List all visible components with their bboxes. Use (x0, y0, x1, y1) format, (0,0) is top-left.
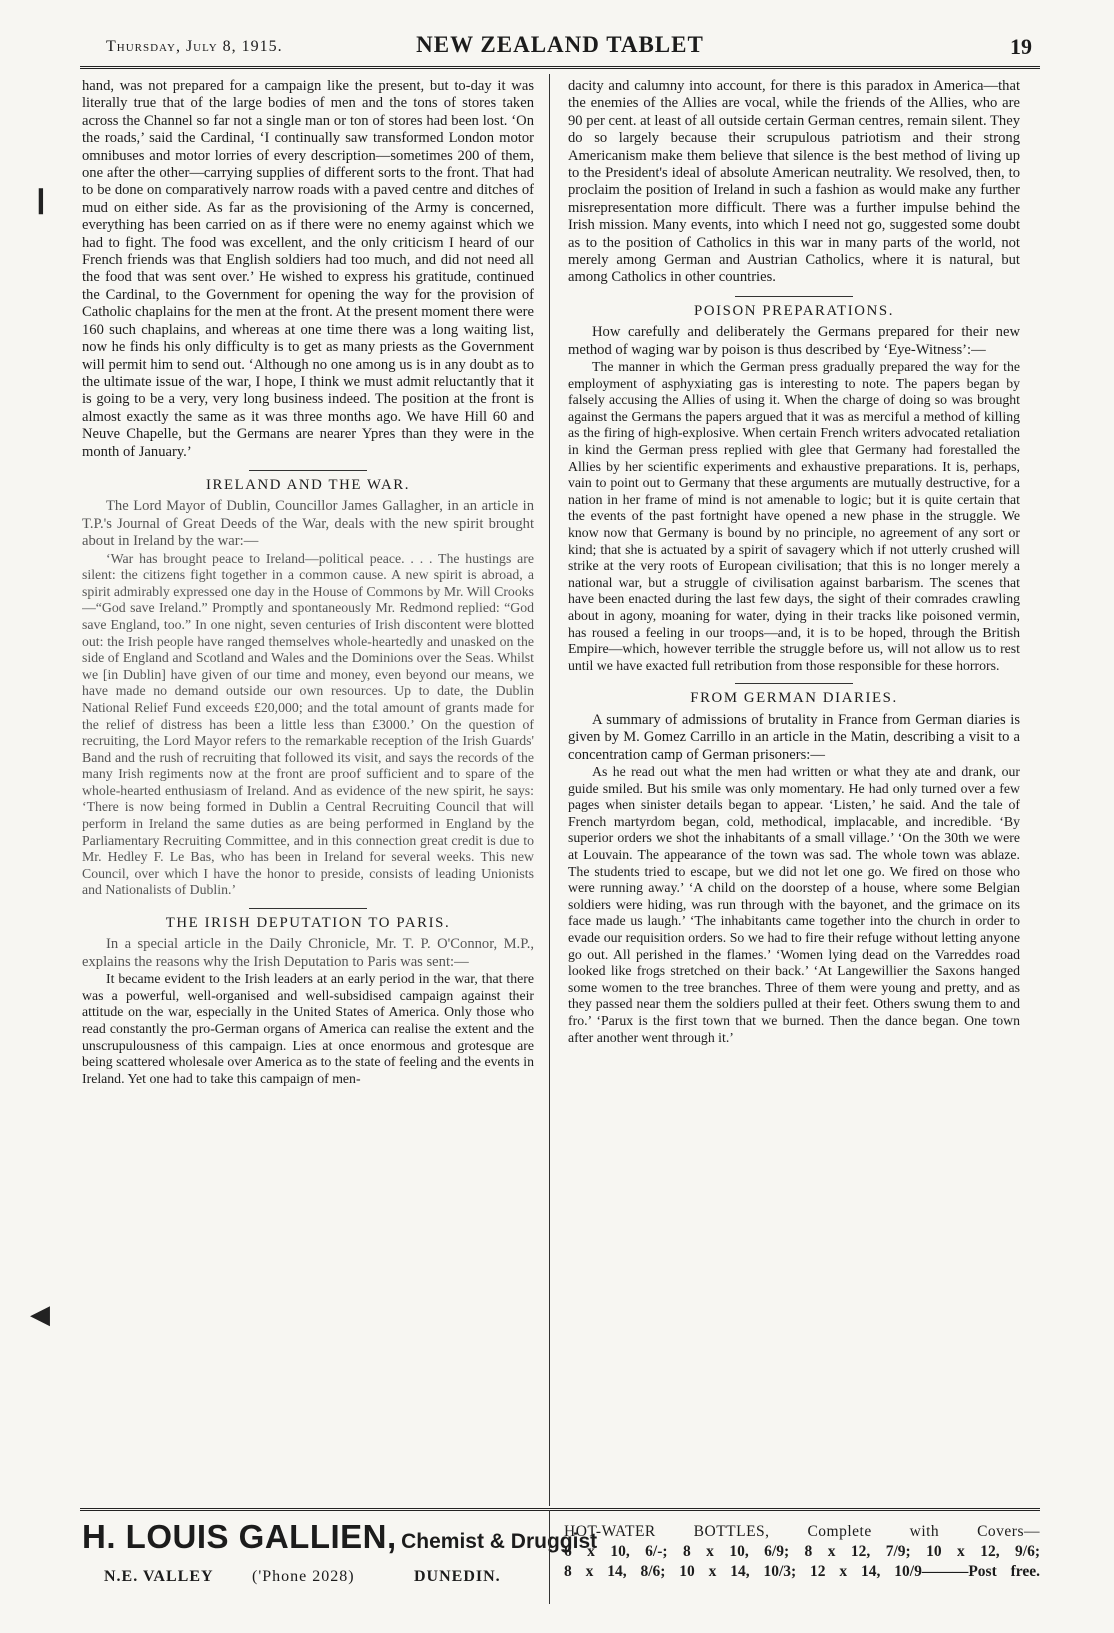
left-column (82, 78, 534, 1500)
cardinal-paragraph: hand, was not prepared for a campaign like the present, but to-day it was literally true that of the large bodies of men and the tons of stores taken across the Channel so far not a single man or ton of stores had been lost. ‘On the roads,’ said the Cardinal, ‘I continually saw transformed London motor omnibuses and motor lorries of every description—sometimes 200 of them, one after the other—carrying supplies of different sorts to the front. That had to be done on comparatively narrow roads with a paved centre and ditches of mud on either side. As far as the provisioning of the Army is concerned, everything has been carried on as if there were no enemy against which we had to fight. The food was excellent, and the only criticism I heard of our French friends was that English soldiers had too much, and did not need all the food that was sent over.’ He wished to express his gratitude, continued the Cardinal, to the Government for opening the way for the provision of Catholic chaplains for the men at the front. At the present moment there were 160 such chaplains, and whereas at one time there was a long waiting list, now he finds his only difficulty is to get as many priests as the Government will permit him to send out. ‘Although no one among us is in any doubt as to the ultimate issue of the war, I hope, I think we must admit reluctantly that it is going to be a very, very long business indeed. The position at the front is almost exactly the same as it was three months ago. We have Hill 60 and Neuve Chapelle, but the Germans are nearer Ypres than they were in the month of January.’ (82, 78, 534, 460)
hot-water-bottles-advert (564, 1522, 1040, 1582)
advert-line-3: 8 x 14, 8/6; 10 x 14, 10/3; 12 x 14, 10/9———Post free. (564, 1563, 1040, 1580)
issue-date: Thursday, July 8, 1915. (106, 38, 283, 55)
ireland-quote: ‘War has brought peace to Ireland—political peace. . . . The hustings are silent: the citizens fight together in a common cause. A new spirit is abroad, a spirit admirably expressed one day in the House of Commons by Mr. Will Crooks—“God save Ireland.” Promptly and spontaneously Mr. Redmond replied: “God save England, too.” In one night, seven centuries of Irish discontent were blotted out: the Irish people have ranged themselves whole-heartedly and unasked on the side of England and Scotland and Wales and the Dominions over the Seas. Whilst we [in Dublin] have given of our time and money, even beyond our means, we have made no demand outside our own resources. Up to date, the Dublin National Relief Fund exceeds £20,000; and the total amount of grants made for the relief of distress has been a little less than £3000.’ On the question of recruiting, the Lord Mayor refers to the remarkable reception of the Irish Guards' Band and the rush of recruiting that followed its visit, and says the records of the many Irish regiments now at the front are proof sufficient and to spare of the whole-hearted enthusiasm of Ireland. And as evidence of the new spirit, he says: ‘There is now being formed in Dublin a Central Recruiting Council that will perform in Ireland the same duties as are being performed in England by the Parliamentary Recruiting Committee, and in this connection great credit is due to Mr. Hedley F. Le Bas, who has been in Ireland for several weeks. This new Council, over which I have the honor to preside, consists of leading Unionists and Nationalists of Dublin.’ (82, 550, 534, 898)
margin-mark-arrow: ◀ (30, 1300, 50, 1329)
poison-intro: How carefully and deliberately the Germans prepared for their new method of waging war by poison is thus described by ‘Eye-Witness’:— (568, 324, 1020, 358)
deputation-quote: It became evident to the Irish leaders at an early period in the war, that there was a powerful, well-organised and well-subsidised campaign against their attitude on the war, especially in the United States of America. Only those who read constantly the pro-German organs of America can realise the extent and the unscrupulousness of this campaign. Lies at once enormous and grotesque are being scattered wholesale over America as to the state of feeling and the events in Ireland. Yet one had to take this campaign of men- (82, 971, 534, 1086)
advert-line-1: HOT-WATER BOTTLES, Complete with Covers— (564, 1523, 1040, 1540)
page-number: 19 (1010, 34, 1032, 59)
column-divider (549, 74, 550, 1506)
chemist-name: H. LOUIS GALLIEN, (82, 1518, 397, 1555)
poison-body: The manner in which the German press gradually prepared the way for the employment of asphyxiating gas is interesting to note. The papers began by falsely accusing the Allies of using it. When the charge of doing so was brought against the Germans the papers argued that it was as merciful a method of killing as the firing of high-explosive. When certain French writers advocated retaliation in kind the German press replied with glee that Germany had forestalled the Allies by her scientific experiments and exhaustive preparations. It is, perhaps, vain to point out to Germany that these arguments are mutually destructive, for a nation in her frame of mind is not amenable to logic; but it is quite certain that the events of the past fortnight have opened a new phase in the struggle. We know now that Germany is bound by no principle, no agreement of any sort or kind; that she is actuated by a spirit of savagery which if not utterly crushed will strike at the very roots of European civilisation; that this is no longer merely a national war, but a struggle of civilisation against barbarism. The scenes that have been enacted during the last few days, the sight of their comrades crawling about in agony, moaning for water, dying in their tracks like poisoned vermin, has roused a feeling in our troops—and, it is to be hoped, through the British Empire—which, however terrible the struggle before us, will not allow us to rest until we have exacted full retribution from those responsible for these horrors. (568, 359, 1020, 673)
heading-ireland-and-the-war: IRELAND AND THE WAR. (205, 476, 411, 493)
diaries-intro: A summary of admissions of brutality in France from German diaries is given by M. Gomez Carrillo in an article in the Matin, describing a visit to a concentration camp of German prisoners:— (568, 711, 1020, 763)
newspaper-title: NEW ZEALAND TABLET (416, 32, 704, 57)
advert-divider (549, 1510, 550, 1604)
footer-rule (80, 1508, 1040, 1511)
margin-mark: ❙ (30, 185, 52, 214)
chemist-trade: Chemist & Druggist (401, 1530, 598, 1553)
chemist-locality: N.E. VALLEY (104, 1568, 214, 1585)
masthead (80, 30, 1040, 70)
right-column (568, 78, 1020, 1500)
advert-line-2: 6 x 10, 6/-; 8 x 10, 6/9; 8 x 12, 7/9; 10 x 12, 9/6; (564, 1543, 1040, 1560)
section-rule (249, 470, 367, 471)
section-rule (735, 683, 853, 684)
heading-poison-preparations: POISON PREPARATIONS. (693, 302, 895, 319)
header-rule (80, 66, 1040, 69)
chemist-advert (82, 1518, 598, 1585)
chemist-city: DUNEDIN. (414, 1568, 501, 1585)
section-rule (735, 296, 853, 297)
newspaper-page (80, 30, 1040, 1620)
heading-irish-deputation: THE IRISH DEPUTATION TO PARIS. (165, 915, 451, 932)
diaries-body: As he read out what the men had written or what they ate and drank, our guide smiled. But his smile was only momentary. He had only turned over a few pages when sinister details began to appear. ‘Listen,’ he said. And the tale of French martyrdom began, cold, methodical, implacable, and incredible. ‘By superior orders we shot the inhabitants of a small village.’ ‘On the 30th we were at Louvain. The appearance of the town was sad. The whole town was ablaze. The students tried to escape, but we did not let one go. We fired on those who were running away.’ ‘A child on the doorstep of a house, where some Belgian soldiers were hiding, was run through with the bayonet, and the grimace on its face made us laugh.’ ‘The inhabitants came together into the church in order to evade our requisition orders. So we had to fire their refuge without letting anyone go out. All perished in the flames.’ ‘Women lying dead on the Varreddes road looked like frogs stretched on their back.’ ‘At Langewillier the Saxons hanged some women to the tree branches. Three of them were young and pretty, and as they passed near them the soldiers pulled at their feet. Others swung them to and fro.’ ‘Parux is the first town that we burned. Then the dance began. One town after another went through it.’ (568, 764, 1020, 1045)
section-rule (249, 908, 367, 909)
heading-german-diaries: FROM GERMAN DIARIES. (690, 690, 898, 707)
chemist-phone: ('Phone 2028) (252, 1568, 355, 1585)
deputation-continued: dacity and calumny into account, for there is this paradox in America—that the enemies of the Allies are vocal, while the friends of the Allies, who are 90 per cent. at least of all outside certain German centres, remain silent. They do so largely because their scrupulous patriotism and their strong Americanism make them believe that silence is the best method of living up to the President's ideal of absolute American neutrality. We resolved, then, to proclaim the position of Ireland in such a fashion as would make any further misrepresentation more difficult. There was a further impulse behind the Irish mission. Many events, into which I need not go, suggested some doubt as to the position of Catholics in this war in many parts of the world, not merely among German and Austrian Catholics, where it is natural, but among Catholics in other countries. (568, 78, 1020, 286)
deputation-intro: In a special article in the Daily Chronicle, Mr. T. P. O'Connor, M.P., explains the reasons why the Irish Deputation to Paris was sent:— (82, 936, 534, 970)
ireland-intro: The Lord Mayor of Dublin, Councillor James Gallagher, in an article in T.P.'s Journal of Great Deeds of the War, deals with the new spirit brought about in Ireland by the war:— (82, 498, 534, 550)
chemist-name-line (82, 1518, 598, 1556)
footer-advertisement (80, 1518, 1040, 1618)
